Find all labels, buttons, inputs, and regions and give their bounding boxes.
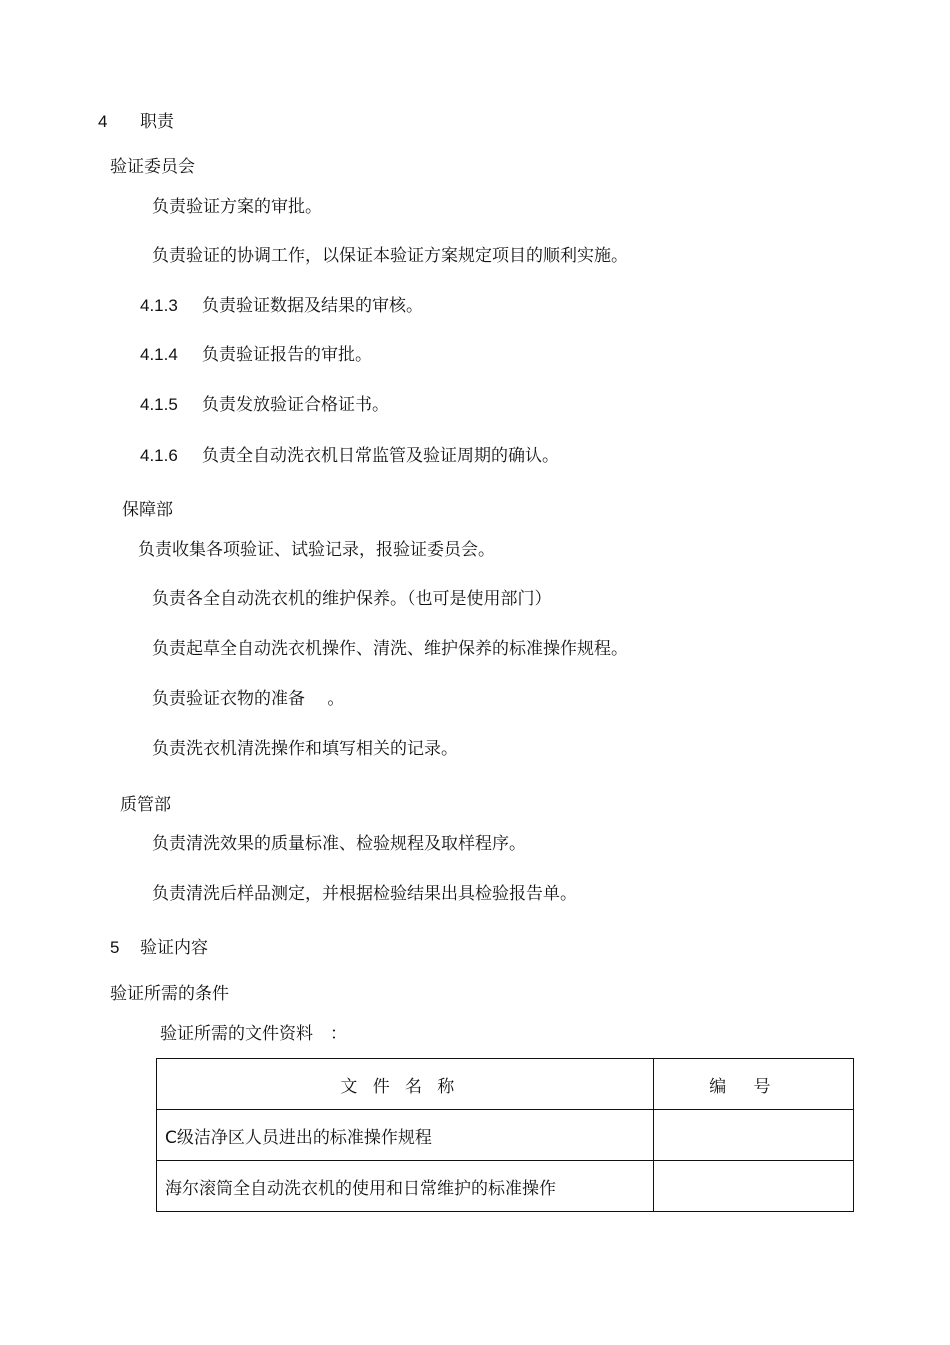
section-number: 4 <box>98 112 108 131</box>
item-number: 4.1.5 <box>140 395 178 414</box>
committee-item-3 <box>140 295 423 317</box>
item-text: 负责验证的协调工作，以保证本验证方案规定项目的顺利实施。 <box>152 246 628 266</box>
documents-table <box>156 1058 854 1212</box>
item-number: 4.1.4 <box>140 345 178 364</box>
section-4-heading <box>98 111 174 133</box>
section-title: 验证内容 <box>140 938 208 958</box>
support-item-4: 负责验证衣物的准备 。 <box>152 689 345 709</box>
table-header-row <box>157 1059 854 1110</box>
docs-label: 验证所需的文件资料 ： <box>160 1024 347 1044</box>
header-doc-name: 文件名称 <box>157 1059 654 1110</box>
doc-name-cell: C级洁净区人员进出的标准操作规程 <box>157 1110 654 1161</box>
support-item-1: 负责收集各项验证、试验记录，报验证委员会。 <box>138 540 495 560</box>
qa-item-2: 负责清洗后样品测定，并根据检验结果出具检验报告单。 <box>152 884 577 904</box>
item-text: 负责验证数据及结果的审核。 <box>202 296 423 316</box>
doc-number-cell <box>654 1161 854 1212</box>
item-text: 负责验证方案的审批。 <box>152 197 322 217</box>
support-item-5: 负责洗衣机清洗操作和填写相关的记录。 <box>152 739 458 759</box>
committee-item-6 <box>140 445 559 467</box>
conditions-heading: 验证所需的条件 <box>110 984 229 1004</box>
support-heading: 保障部 <box>122 500 173 520</box>
section-title: 职责 <box>140 112 174 132</box>
section-number: 5 <box>110 938 120 957</box>
committee-item-1 <box>152 196 322 218</box>
item-number: 4.1.6 <box>140 446 178 465</box>
qa-item-1: 负责清洗效果的质量标准、检验规程及取样程序。 <box>152 834 526 854</box>
section-5-heading <box>110 937 208 959</box>
committee-item-2 <box>152 245 628 267</box>
item-text: 负责验证报告的审批。 <box>202 345 372 365</box>
item-number: 4.1.3 <box>140 296 178 315</box>
item-text: 负责全自动洗衣机日常监管及验证周期的确认。 <box>202 446 559 466</box>
doc-number-cell <box>654 1110 854 1161</box>
committee-item-5 <box>140 394 389 416</box>
doc-name-cell: 海尔滚筒全自动洗衣机的使用和日常维护的标准操作 <box>157 1161 654 1212</box>
table-row <box>157 1110 854 1161</box>
support-item-2: 负责各全自动洗衣机的维护保养。（也可是使用部门） <box>152 589 552 609</box>
table-row <box>157 1161 854 1212</box>
committee-heading: 验证委员会 <box>110 157 195 177</box>
header-doc-number: 编号 <box>654 1059 854 1110</box>
item-text: 负责发放验证合格证书。 <box>202 395 389 415</box>
committee-item-4 <box>140 344 372 366</box>
support-item-3: 负责起草全自动洗衣机操作、清洗、维护保养的标准操作规程。 <box>152 639 628 659</box>
qa-heading: 质管部 <box>120 795 171 815</box>
